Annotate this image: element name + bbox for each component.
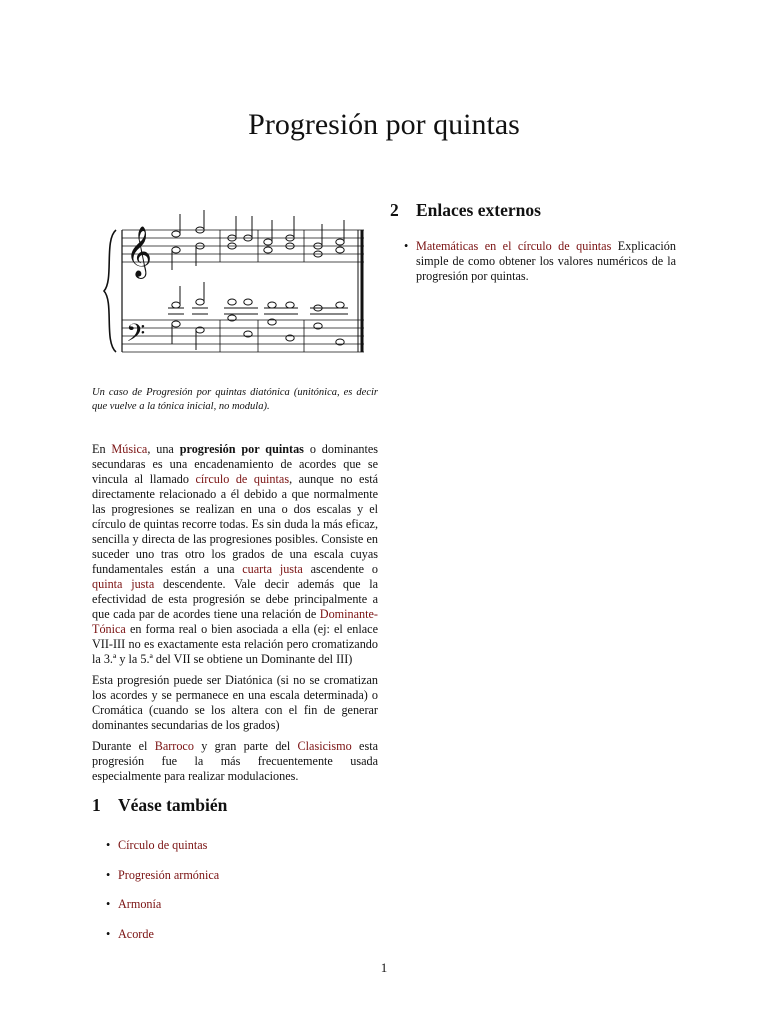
see-also-heading: 1 Véase también: [92, 795, 228, 815]
external-links-list: [404, 239, 676, 284]
left-column: [92, 200, 378, 790]
link-matematicas[interactable]: Matemáticas en el círculo de quintas: [416, 239, 612, 253]
link-acorde[interactable]: Acorde: [118, 926, 154, 941]
image-caption: Un caso de Progresión por quintas diatónica (unitónica, es decir que vuelve a la tónica inicial, no modula).: [92, 387, 378, 412]
list-item: [106, 927, 378, 942]
intro-paragraph: En Música, una progresión por quintas o dominantes secundaras es una encadenamiento de acordes que se vincula al llamado círculo de quintas, aunque no está directamente relacionado a él debido a que normalmente las progresiones se realizan en una o dos escalas y el círculo de quintas recorre todas. Es sin duda la más eficaz, sencilla y directa de las progresiones posibles. Consiste en suceder uno tras otro los grados de una escala cuyas fundamentales están a una cuarta justa ascendente o quinta justa descendente. Vale decir además que la efectividad de esta progresión se debe principalmente a que cada par de acordes tiene una relación de Dominante-Tónica en forma real o bien asociada a ella (ej: el enlace VII-III no es exactamente esta relación pero cromatizando la 3.ª y la 5.ª del VII se obtiene un Dominante del III): [92, 442, 379, 666]
see-also-section: [92, 795, 378, 956]
page-number: 1: [380, 960, 388, 975]
page-title: Progresión por quintas: [248, 108, 520, 141]
term-progresion: progresión por quintas: [179, 442, 304, 456]
link-cuarta-justa[interactable]: cuarta justa: [242, 562, 303, 576]
link-circulo[interactable]: Círculo de quintas: [118, 838, 208, 852]
link-musica[interactable]: Música: [111, 442, 148, 456]
link-circulo-de-quintas[interactable]: círculo de quintas: [195, 472, 290, 486]
link-dominante-tonica[interactable]: Dominante-Tónica: [92, 607, 378, 636]
list-item: [106, 897, 378, 912]
paragraph-diatonica: Esta progresión puede ser Diatónica (si no se cromatizan los acordes y se permanece en una escala determinada) o Cromática (cuando se los altera con el fin de generar dominantes secundarias de los grados): [92, 673, 378, 732]
see-also-list: [106, 838, 378, 942]
paragraph-barroco: Durante el Barroco y gran parte del Clasicismo esta progresión fue la más frecuentemente usada especialmente para realizar modulaciones.: [92, 739, 378, 783]
list-item: • Matemáticas en el círculo de quintas Explicación simple de como obtener los valores numéricos de la progresión por quintas.: [404, 239, 676, 284]
right-column: [390, 200, 676, 284]
list-item: [106, 838, 378, 853]
svg-text:𝄞: 𝄞: [126, 226, 153, 277]
link-quinta-justa[interactable]: quinta justa: [92, 577, 155, 591]
link-progresion-armonica[interactable]: Progresión armónica: [118, 867, 220, 882]
music-score-image: [92, 200, 378, 375]
link-barroco[interactable]: Barroco: [154, 739, 194, 753]
list-item: [106, 868, 378, 883]
link-clasicismo[interactable]: Clasicismo: [297, 739, 352, 753]
svg-text:𝄢: 𝄢: [126, 319, 146, 354]
external-links-heading: 2 Enlaces externos: [390, 200, 541, 220]
link-armonia[interactable]: Armonía: [118, 897, 162, 911]
